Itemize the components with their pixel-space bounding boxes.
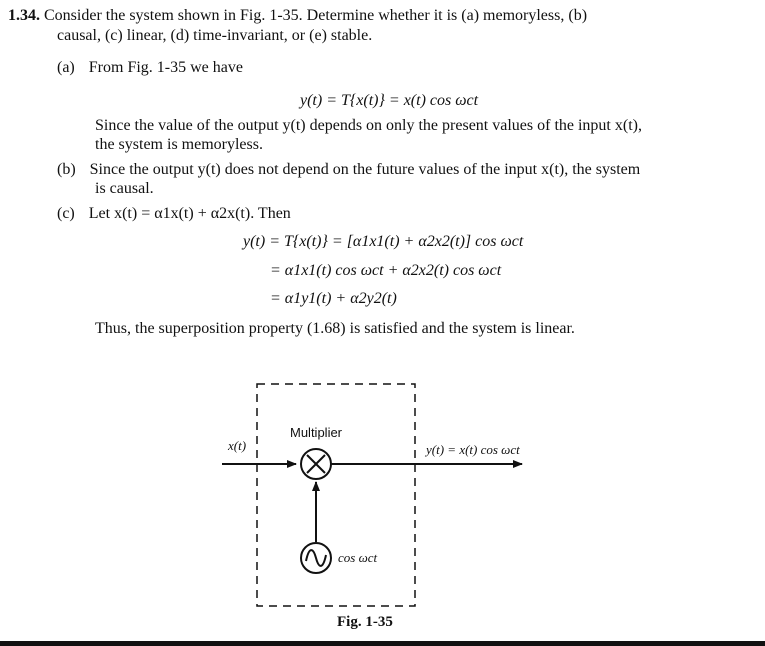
part-b-text-line2: is causal. [95, 180, 154, 197]
output-label: y(t) = x(t) cos ωct [426, 442, 520, 457]
problem-number: 1.34. [8, 7, 40, 24]
part-c-equation-2: = α1x1(t) cos ωct + α2x2(t) cos ωct [270, 262, 502, 279]
problem-statement-line2: causal, (c) linear, (d) time-invariant, or (e) stable. [57, 27, 373, 44]
part-c-equation-1: y(t) = T{x(t)} = [α1x1(t) + α2x2(t)] cos ωct [243, 233, 524, 250]
page-bottom-rule [0, 641, 765, 646]
multiplier-label: Multiplier [290, 425, 343, 440]
part-a-intro-text: From Fig. 1-35 we have [88, 59, 243, 76]
part-c-label: (c) [57, 205, 75, 222]
part-c-conclusion: Thus, the superposition property (1.68) is satisfied and the system is linear. [95, 320, 575, 337]
part-b-label: (b) [57, 161, 76, 178]
source-label: cos ωct [338, 550, 378, 565]
part-b-text-line1: Since the output y(t) does not depend on the future values of the input x(t), the system [89, 161, 641, 178]
part-a-text-line1: Since the value of the output y(t) depends on only the present values of the input x(t), [95, 117, 642, 134]
problem-text-line1: Consider the system shown in Fig. 1-35. Determine whether it is (a) memoryless, (b) [44, 7, 588, 24]
part-a-label: (a) [57, 59, 75, 76]
input-label: x(t) [228, 438, 247, 453]
part-a-equation: y(t) = T{x(t)} = x(t) cos ωct [300, 92, 479, 109]
part-a-text-line2: the system is memoryless. [95, 136, 263, 153]
part-c-equation-3: = α1y1(t) + α2y2(t) [270, 290, 397, 307]
figure-caption: Fig. 1-35 [337, 614, 393, 630]
system-boundary [257, 384, 415, 606]
part-c-intro-text: Let x(t) = α1x(t) + α2x(t). Then [88, 205, 291, 222]
